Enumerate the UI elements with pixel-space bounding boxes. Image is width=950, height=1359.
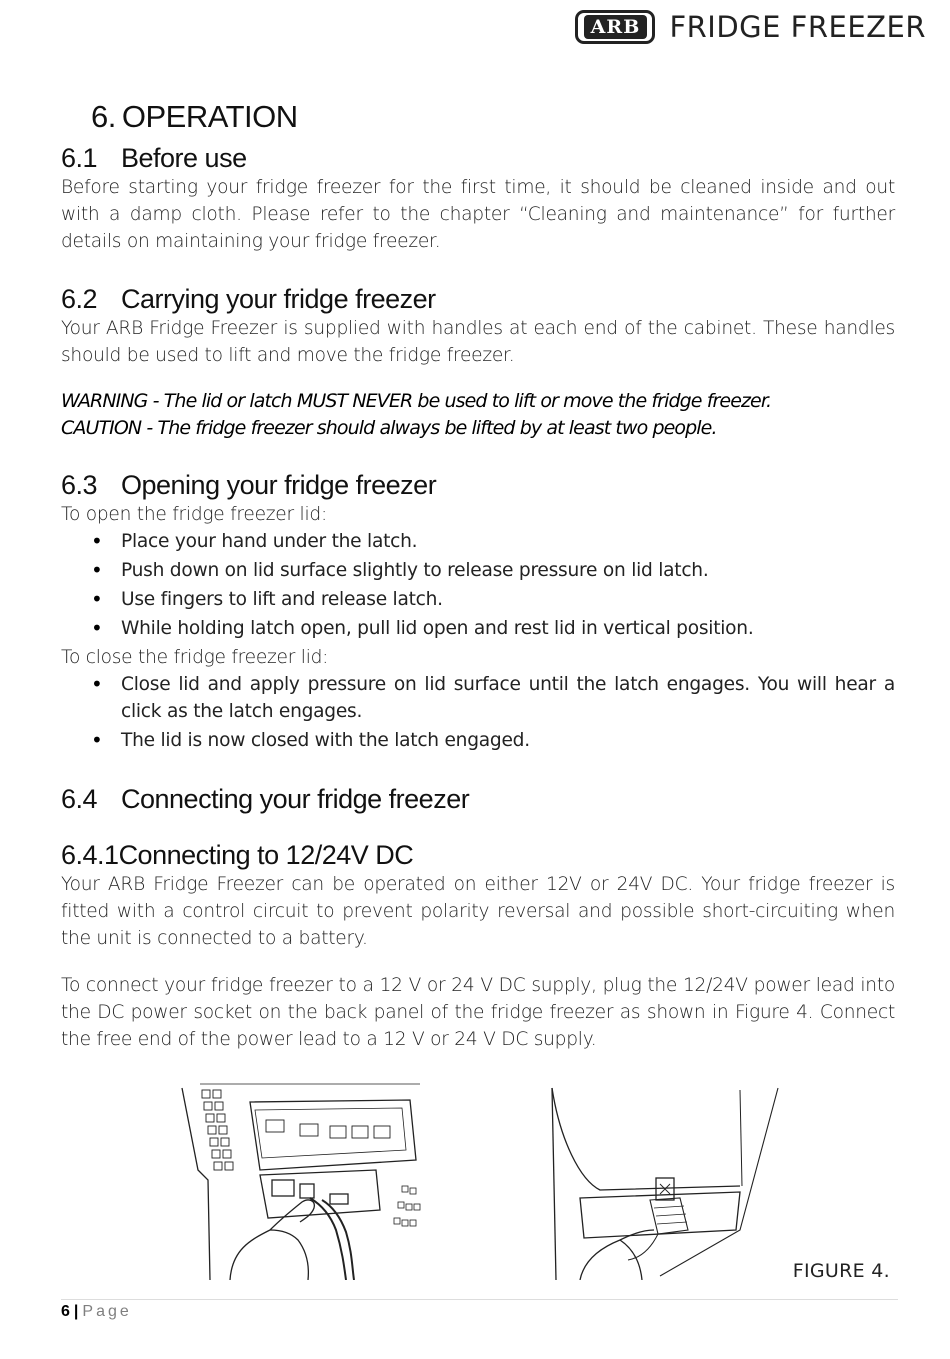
list-item: • Place your hand under the latch. — [91, 528, 895, 555]
warning-text: WARNING - The lid or latch MUST NEVER be used to lift or move the fridge freezer. — [61, 390, 772, 412]
page-content — [61, 98, 895, 1053]
close-intro: To close the fridge freezer lid: — [61, 647, 329, 668]
paragraph-carrying: Your ARB Fridge Freezer is supplied with handles at each end of the cabinet. These handles should be used to lift and move the fridge freezer. — [61, 318, 895, 366]
section-heading — [91, 98, 895, 136]
list-item: • Close lid and apply pressure on lid surface until the latch engages. You will hear a click as the latch engages. — [91, 671, 895, 725]
list-item: • Push down on lid surface slightly to release pressure on lid latch. — [91, 557, 895, 584]
arb-logo — [575, 10, 655, 44]
list-item: • The lid is now closed with the latch engaged. — [91, 727, 895, 754]
paragraph-dc-operation: Your ARB Fridge Freezer can be operated on either 12V or 24V DC. Your fridge freezer is fitted with a control circuit to prevent polarity reversal and possible short-circuiting when the unit is connected to a battery. — [61, 874, 895, 949]
footer-divider — [61, 1299, 898, 1300]
page-header — [575, 10, 926, 44]
page-label: Page — [82, 1303, 132, 1320]
subsection-title: Carrying your fridge freezer — [121, 284, 436, 314]
subsection-heading-6-2 — [61, 283, 895, 315]
subsection-heading-6-4-1 — [61, 839, 895, 871]
arb-logo-text: ARB — [584, 15, 648, 39]
open-steps-list — [91, 528, 895, 642]
subsection-number: 6.3 — [61, 470, 98, 500]
header-title: FRIDGE FREEZER — [669, 10, 926, 44]
footer-separator: | — [73, 1303, 79, 1320]
list-item: • Use fingers to lift and release latch. — [91, 586, 895, 613]
close-steps-list — [91, 671, 895, 754]
subsection-number: 6.2 — [61, 284, 98, 314]
open-intro: To open the fridge freezer lid: — [61, 504, 327, 525]
subsection-number: 6.1 — [61, 143, 98, 173]
subsection-title: Connecting your fridge freezer — [121, 784, 470, 814]
list-item: • While holding latch open, pull lid open and rest lid in vertical position. — [91, 615, 895, 642]
section-number: 6. — [91, 99, 116, 134]
subsection-number: 6.4 — [61, 784, 98, 814]
subsection-heading-6-3 — [61, 469, 895, 501]
subsection-title: Before use — [121, 143, 247, 173]
paragraph-before-use: Before starting your fridge freezer for the first time, it should be cleaned inside and out with a damp cloth. Please refer to the chapter “Cleaning and maintenance” for further details on maintaining your fridge freezer. — [61, 177, 895, 252]
paragraph-dc-connect: To connect your fridge freezer to a 12 V or 24 V DC supply, plug the 12/24V power lead into the DC power socket on the back panel of the fridge freezer as shown in Figure 4. Connect the free end of the power lead to a 12 V or 24 V DC supply. — [61, 975, 895, 1050]
figure-caption: FIGURE 4. — [792, 1260, 890, 1282]
subsection-heading-6-1 — [61, 142, 895, 174]
subsection-heading-6-4 — [61, 783, 895, 815]
subsection-number: 6.4.1 — [61, 840, 119, 870]
section-title: OPERATION — [121, 99, 298, 134]
page-footer — [61, 1303, 132, 1321]
left-illustration — [182, 1084, 420, 1280]
figure-4-illustration — [180, 1080, 900, 1280]
right-illustration — [552, 1088, 778, 1280]
caution-text: CAUTION - The fridge freezer should always be lifted by at least two people. — [61, 417, 717, 439]
page-number: 6 — [61, 1303, 70, 1320]
subsection-title: Opening your fridge freezer — [121, 470, 437, 500]
subsection-title: Connecting to 12/24V DC — [118, 840, 414, 870]
